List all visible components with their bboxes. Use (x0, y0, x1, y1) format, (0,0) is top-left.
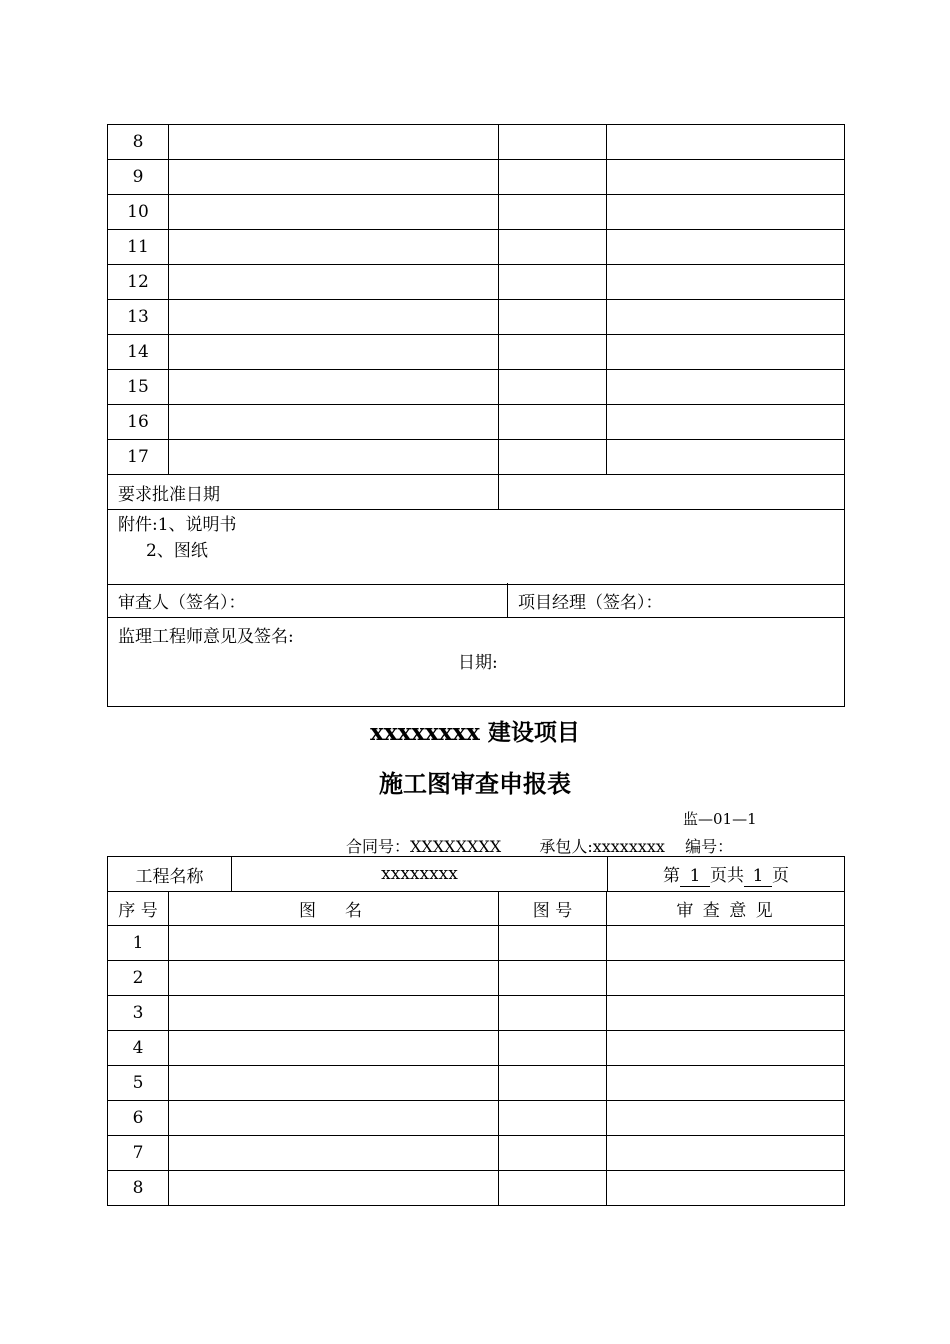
attachments-cell (108, 510, 845, 585)
drawing-name-cell[interactable] (169, 125, 499, 160)
review-opinion-cell[interactable] (607, 335, 845, 370)
review-opinion-cell[interactable] (607, 1171, 845, 1206)
table-row (108, 961, 845, 996)
drawing-number-cell[interactable] (499, 125, 607, 160)
row-number: 16 (108, 405, 169, 440)
contractor: 承包人:xxxxxxxx (539, 837, 665, 856)
table-row (108, 230, 845, 265)
row-number: 8 (108, 1171, 169, 1206)
drawing-number-cell[interactable] (499, 1136, 607, 1171)
row-number: 2 (108, 961, 169, 996)
drawing-name-cell[interactable] (169, 961, 499, 996)
drawing-number-cell[interactable] (499, 335, 607, 370)
review-opinion-cell[interactable] (607, 195, 845, 230)
row-number: 5 (108, 1066, 169, 1101)
header-review-opinion: 审 查 意 见 (607, 891, 845, 926)
drawing-name-cell[interactable] (169, 926, 499, 961)
table-row (108, 125, 845, 160)
row-number: 13 (108, 300, 169, 335)
drawing-name-cell[interactable] (169, 1171, 499, 1206)
review-opinion-cell[interactable] (607, 370, 845, 405)
row-number: 12 (108, 265, 169, 300)
table-row (108, 265, 845, 300)
drawing-name-cell[interactable] (169, 335, 499, 370)
header-drawing-number: 图 号 (499, 891, 607, 926)
table-row (108, 996, 845, 1031)
drawing-number-cell[interactable] (499, 440, 607, 475)
header-seq: 序 号 (108, 891, 169, 926)
project-name-value: xxxxxxxx (232, 857, 608, 892)
supervisor-opinion-label: 监理工程师意见及签名: (118, 627, 294, 647)
bottom-table-body (108, 926, 845, 1206)
row-number: 1 (108, 926, 169, 961)
row-number: 7 (108, 1136, 169, 1171)
page-total: 1 (744, 866, 772, 887)
table-row (108, 926, 845, 961)
date-label: 日期: (458, 653, 498, 673)
drawing-number-cell[interactable] (499, 961, 607, 996)
table-row (108, 370, 845, 405)
review-opinion-cell[interactable] (607, 1066, 845, 1101)
page-current: 1 (680, 866, 710, 887)
drawing-number-cell[interactable] (499, 195, 607, 230)
drawing-number-cell[interactable] (499, 160, 607, 195)
project-name-label: 工程名称 (108, 857, 232, 892)
drawing-number-cell[interactable] (499, 405, 607, 440)
page-indicator (608, 857, 845, 892)
form-code: 监—01—1 (683, 810, 757, 828)
attachments-line-2: 2、图纸 (146, 541, 208, 561)
review-opinion-cell[interactable] (607, 265, 845, 300)
row-number: 10 (108, 195, 169, 230)
row-number: 15 (108, 370, 169, 405)
page-prefix: 第 (663, 866, 680, 886)
review-opinion-cell[interactable] (607, 996, 845, 1031)
drawing-name-cell[interactable] (169, 440, 499, 475)
drawing-number-cell[interactable] (499, 996, 607, 1031)
approval-date-label: 要求批准日期 (108, 475, 499, 510)
drawing-number-cell[interactable] (499, 265, 607, 300)
row-number: 4 (108, 1031, 169, 1066)
form-title: xxxxxxxx 建设项目 (370, 719, 580, 746)
table-row (108, 1136, 845, 1171)
review-opinion-cell[interactable] (607, 230, 845, 265)
bottom-table (107, 891, 845, 1206)
row-number: 9 (108, 160, 169, 195)
review-opinion-cell[interactable] (607, 300, 845, 335)
table-row (108, 1171, 845, 1206)
drawing-name-cell[interactable] (169, 1136, 499, 1171)
drawing-name-cell[interactable] (169, 300, 499, 335)
row-number: 8 (108, 125, 169, 160)
review-opinion-cell[interactable] (607, 1031, 845, 1066)
row-number: 17 (108, 440, 169, 475)
drawing-name-cell[interactable] (169, 1101, 499, 1136)
pm-signature[interactable]: 项目经理（签名）： (508, 583, 845, 618)
drawing-name-cell[interactable] (169, 265, 499, 300)
reviewer-signature[interactable]: 审查人（签名）： (108, 583, 508, 618)
drawing-name-cell[interactable] (169, 230, 499, 265)
review-opinion-cell[interactable] (607, 160, 845, 195)
table-row (108, 1101, 845, 1136)
review-opinion-cell[interactable] (607, 961, 845, 996)
drawing-name-cell[interactable] (169, 1066, 499, 1101)
drawing-number-cell[interactable] (499, 1101, 607, 1136)
header-drawing-name: 图 名 (169, 891, 499, 926)
top-table-footer (108, 475, 845, 585)
drawing-number-cell[interactable] (499, 300, 607, 335)
page-mid: 页共 (710, 866, 744, 886)
drawing-number-cell[interactable] (499, 230, 607, 265)
row-number: 6 (108, 1101, 169, 1136)
review-opinion-cell[interactable] (607, 1136, 845, 1171)
table-row (108, 440, 845, 475)
drawing-name-cell[interactable] (169, 195, 499, 230)
top-table (107, 124, 845, 585)
drawing-name-cell[interactable] (169, 405, 499, 440)
review-opinion-cell[interactable] (607, 926, 845, 961)
review-opinion-cell[interactable] (607, 1101, 845, 1136)
table-row (108, 300, 845, 335)
approval-date-value[interactable] (499, 475, 845, 510)
row-number: 11 (108, 230, 169, 265)
signature-table (107, 583, 845, 707)
drawing-number-cell[interactable] (499, 1171, 607, 1206)
drawing-number-cell[interactable] (499, 370, 607, 405)
top-table-body (108, 125, 845, 475)
table-row (108, 1031, 845, 1066)
supervisor-opinion-cell[interactable] (108, 618, 845, 707)
review-opinion-cell[interactable] (607, 125, 845, 160)
table-row (108, 195, 845, 230)
review-opinion-cell[interactable] (607, 405, 845, 440)
table-row (108, 1066, 845, 1101)
drawing-name-cell[interactable] (169, 160, 499, 195)
project-header-table (107, 856, 845, 892)
drawing-name-cell[interactable] (169, 1031, 499, 1066)
row-number: 3 (108, 996, 169, 1031)
bottom-table-header (108, 891, 845, 926)
contract-number: 合同号：XXXXXXXX (346, 837, 502, 856)
number-label: 编号： (685, 837, 734, 856)
table-row (108, 335, 845, 370)
drawing-number-cell[interactable] (499, 926, 607, 961)
page-suffix: 页 (772, 866, 789, 886)
table-row (108, 405, 845, 440)
drawing-name-cell[interactable] (169, 370, 499, 405)
form-subtitle: 施工图审查申报表 (379, 769, 571, 798)
table-row (108, 160, 845, 195)
contract-line (346, 834, 733, 857)
drawing-number-cell[interactable] (499, 1066, 607, 1101)
drawing-name-cell[interactable] (169, 996, 499, 1031)
drawing-number-cell[interactable] (499, 1031, 607, 1066)
attachments-line-1: 附件:1、说明书 (118, 515, 237, 535)
row-number: 14 (108, 335, 169, 370)
review-opinion-cell[interactable] (607, 440, 845, 475)
